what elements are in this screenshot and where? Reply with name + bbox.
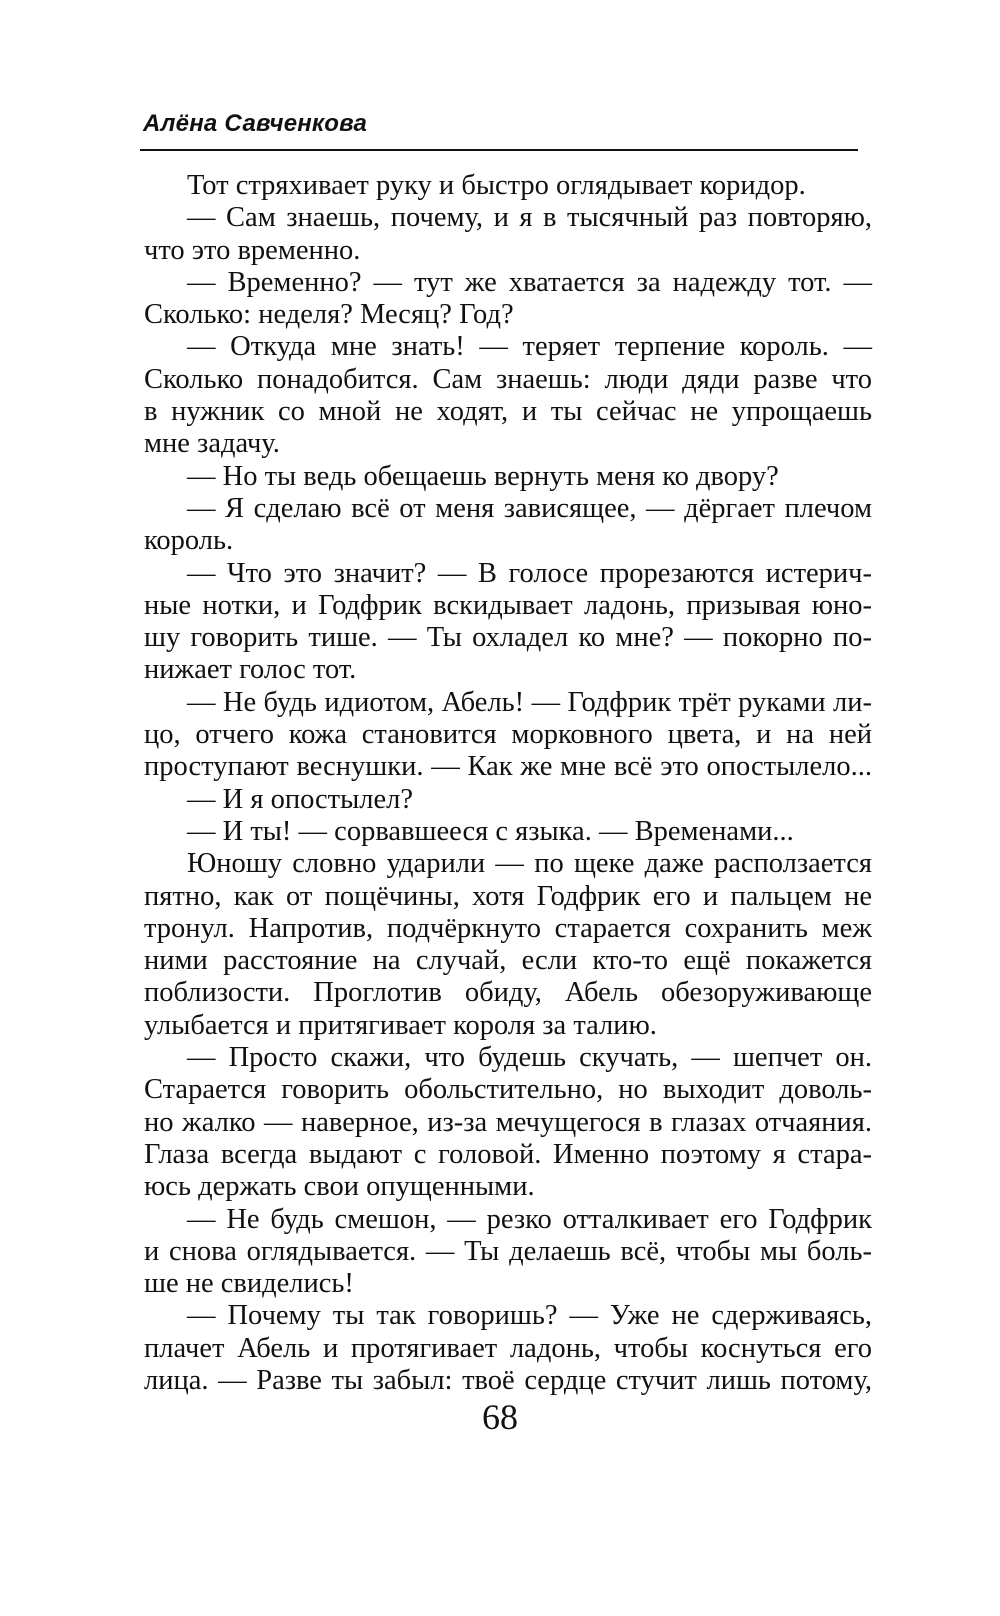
- text-line: улыбается и притягивает короля за талию.: [144, 1009, 657, 1041]
- text-line: шу говорить тише. — Ты охладел ко мне? — покорно по-: [144, 622, 872, 654]
- text-line: и снова оглядывается. — Ты делаешь всё, чтобы мы боль-: [144, 1235, 872, 1267]
- text-line: но жалко — наверное, из-за мечущегося в глазах отчаяния.: [144, 1106, 872, 1138]
- text-line: Тот стряхивает руку и быстро оглядывает коридор.: [187, 170, 806, 201]
- text-line: — Но ты ведь обещаешь вернуть меня ко двору?: [187, 460, 779, 492]
- text-line: Старается говорить обольстительно, но выходит доволь-: [144, 1074, 872, 1106]
- text-line: — Почему ты так говоришь? — Уже не сдерживаясь,: [187, 1300, 872, 1332]
- text-line: тронул. Напротив, подчёркнуто старается сохранить меж: [144, 912, 872, 944]
- text-line: — Временно? — тут же хватается за надежду тот. —: [187, 266, 872, 298]
- running-head: Алёна Савченкова: [143, 110, 368, 137]
- text-line: ные нотки, и Годфрик вскидывает ладонь, призывая юно-: [144, 589, 872, 621]
- text-line: юсь держать свои опущенными.: [144, 1171, 535, 1203]
- text-line: — Что это значит? — В голосе прорезаются истерич-: [187, 557, 872, 589]
- text-line: мне задачу.: [144, 428, 280, 460]
- text-line: ними расстояние на случай, если кто-то ещё покажется: [144, 945, 872, 977]
- text-line: лица. — Разве ты забыл: твоё сердце стучит лишь потому,: [144, 1364, 872, 1396]
- text-line: пятно, как от пощёчины, хотя Годфрик его и пальцем не: [144, 880, 872, 912]
- text-line: что это временно.: [144, 234, 361, 266]
- text-line: — Я сделаю всё от меня зависящее, — дёргает плечом: [187, 492, 872, 524]
- text-line: ше не свиделись!: [144, 1268, 354, 1300]
- text-line: в нужник со мной не ходят, и ты сейчас не упрощаешь: [144, 396, 872, 428]
- text-line: нижает голос тот.: [144, 654, 357, 686]
- text-line: — Сам знаешь, почему, и я в тысячный раз повторяю,: [187, 202, 872, 234]
- text-line: — Просто скажи, что будешь скучать, — шепчет он.: [187, 1042, 872, 1074]
- text-line: Сколько понадобится. Сам знаешь: люди дяди разве что: [144, 363, 872, 395]
- text-line: — И ты! — сорвавшееся с языка. — Временами...: [187, 815, 794, 847]
- text-line: Юношу словно ударили — по щеке даже расползается: [187, 848, 872, 880]
- body-text: [144, 170, 872, 1397]
- text-line: проступают веснушки. — Как же мне всё это опостылело...: [144, 751, 872, 783]
- text-line: Сколько: неделя? Месяц? Год?: [144, 299, 514, 331]
- text-line: — И я опостылел?: [187, 783, 414, 815]
- text-line: король.: [144, 525, 234, 557]
- text-line: цо, отчего кожа становится морковного цвета, и на ней: [144, 719, 872, 751]
- text-line: Глаза всегда выдают с головой. Именно поэтому я стара-: [144, 1138, 872, 1170]
- text-line: поблизости. Проглотив обиду, Абель обезоруживающе: [144, 977, 872, 1009]
- header-rule: [140, 149, 858, 151]
- text-line: — Не будь смешон, — резко отталкивает его Годфрик: [187, 1203, 872, 1235]
- text-line: плачет Абель и протягивает ладонь, чтобы коснуться его: [144, 1332, 872, 1364]
- page-number: 68: [482, 1397, 518, 1437]
- text-line: — Откуда мне знать! — теряет терпение король. —: [187, 331, 872, 363]
- text-line: — Не будь идиотом, Абель! — Годфрик трёт руками ли-: [187, 686, 872, 718]
